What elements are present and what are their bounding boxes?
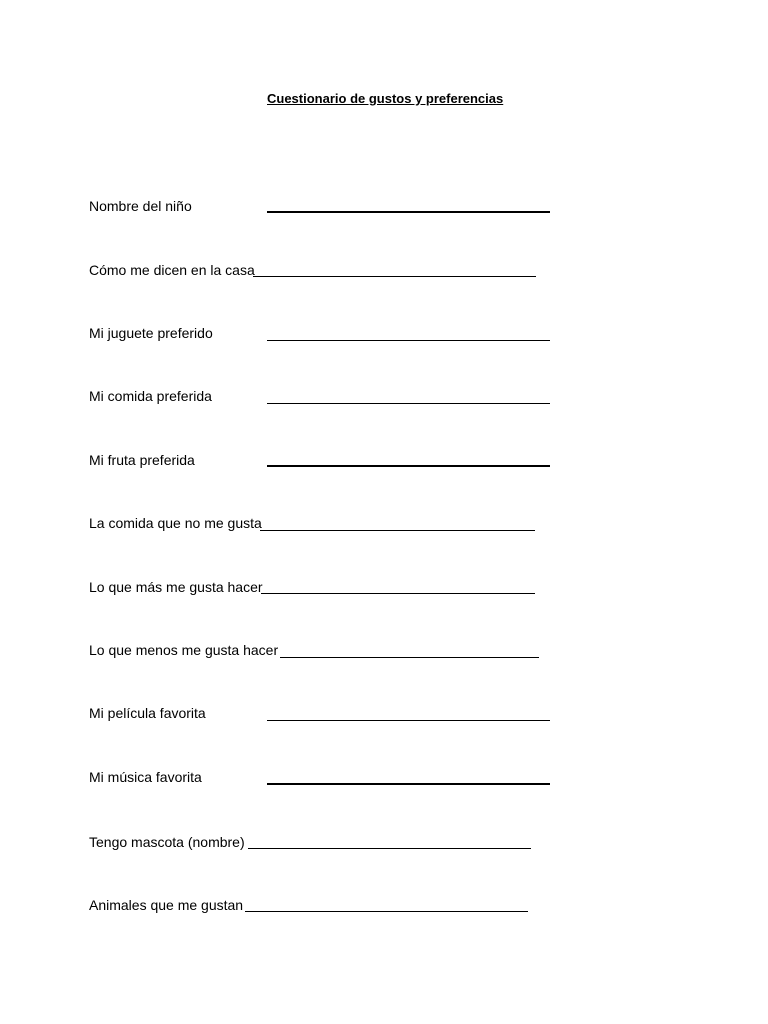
question-label-comida-no-gusta: La comida que no me gusta	[89, 515, 262, 531]
page-title: Cuestionario de gustos y preferencias	[267, 91, 504, 106]
answer-line-comida-no-gusta[interactable]	[260, 530, 535, 531]
answer-line-fruta[interactable]	[267, 465, 550, 467]
answer-line-pelicula[interactable]	[267, 720, 550, 721]
question-label-juguete: Mi juguete preferido	[89, 325, 213, 341]
answer-line-apodo[interactable]	[253, 276, 536, 277]
question-label-fruta: Mi fruta preferida	[89, 452, 195, 468]
answer-line-comida[interactable]	[267, 403, 550, 404]
question-label-musica: Mi música favorita	[89, 769, 202, 785]
answer-line-nombre[interactable]	[267, 211, 550, 213]
answer-line-musica[interactable]	[267, 783, 550, 785]
answer-line-mascota[interactable]	[248, 848, 531, 849]
question-label-menos-gusta: Lo que menos me gusta hacer	[89, 642, 279, 658]
question-label-pelicula: Mi película favorita	[89, 705, 206, 721]
answer-line-juguete[interactable]	[267, 340, 550, 341]
question-label-mascota: Tengo mascota (nombre)	[89, 834, 245, 850]
question-label-apodo: Cómo me dicen en la casa	[89, 262, 255, 278]
answer-line-animales[interactable]	[245, 911, 528, 912]
question-label-animales: Animales que me gustan	[89, 897, 244, 913]
question-label-mas-gusta: Lo que más me gusta hacer	[89, 579, 263, 595]
answer-line-menos-gusta[interactable]	[280, 657, 539, 658]
question-label-comida: Mi comida preferida	[89, 388, 212, 404]
question-label-nombre: Nombre del niño	[89, 198, 192, 214]
answer-line-mas-gusta[interactable]	[261, 593, 535, 594]
